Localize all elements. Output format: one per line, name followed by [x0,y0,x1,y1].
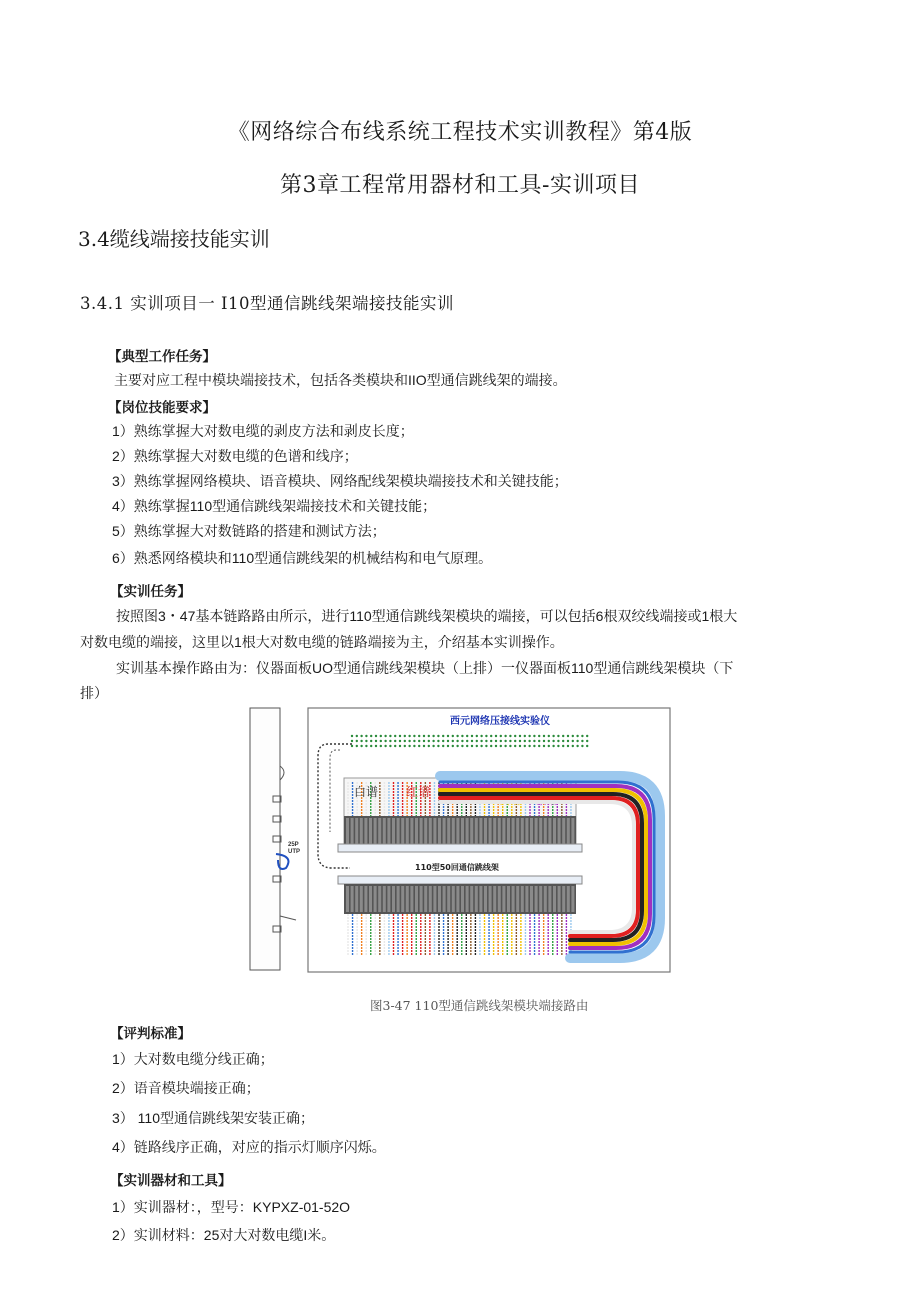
module-tooth [397,886,400,912]
indicator-dot [567,740,569,742]
indicator-dot [360,745,362,747]
training-task-p2-line2: 排） [80,685,108,701]
indicator-dot [528,735,530,737]
indicator-dot [572,735,574,737]
indicator-dot [461,745,463,747]
module-tooth [443,818,446,844]
indicator-dot [562,745,564,747]
indicator-dot [370,735,372,737]
training-task-label: 【实训任务】 [110,584,191,599]
indicator-dot [365,745,367,747]
module-tooth [415,818,418,844]
indicator-dot [567,745,569,747]
module-tooth [378,818,381,844]
indicator-dot [543,735,545,737]
color-label-purple: 紫谱 [536,795,558,807]
indicator-dot [394,740,396,742]
module-tooth [392,886,395,912]
indicator-dot [500,745,502,747]
module-tooth [378,886,381,912]
indicator-dot [389,740,391,742]
module-tooth [558,818,561,844]
wiring-route-figure [240,704,680,976]
module-tooth [351,886,354,912]
module-tooth [355,886,358,912]
equipment-item: 1）实训器材：，型号：KYPXZ-01-52O [112,1199,351,1215]
indicator-dot [432,745,434,747]
indicator-dot [514,745,516,747]
module-tooth [530,886,533,912]
indicator-dot [495,735,497,737]
indicator-dot [509,735,511,737]
indicator-dot [356,735,358,737]
indicator-dot [471,735,473,737]
module-tooth [516,818,519,844]
figure-caption: 图3-47 110型通信跳线架模块端接路由 [370,998,589,1013]
indicator-dot [437,740,439,742]
module-tooth [351,818,354,844]
indicator-dot [437,735,439,737]
module-tooth [401,818,404,844]
indicator-dot [442,745,444,747]
indicator-dot [380,740,382,742]
indicator-dot [394,745,396,747]
module-tooth [364,886,367,912]
indicator-dot [490,745,492,747]
indicator-dot [586,745,588,747]
indicator-dot [432,740,434,742]
indicator-dot [452,735,454,737]
module-tooth [530,818,533,844]
indicator-dot [476,735,478,737]
module-tooth [410,886,413,912]
module-tooth [429,818,432,844]
indicator-dot [557,740,559,742]
module-tooth [392,818,395,844]
indicator-dot [375,740,377,742]
indicator-dot [490,740,492,742]
module-tooth [535,886,538,912]
module-tooth [447,886,450,912]
section-title: 3.4缆线端接技能实训 [78,227,270,251]
indicator-dot [452,740,454,742]
module-tooth [539,818,542,844]
color-label-red: 红谱 [406,785,431,799]
module-tooth [456,818,459,844]
module-tooth [571,886,574,912]
indicator-dot [543,740,545,742]
module-tooth [447,818,450,844]
module-tooth [438,886,441,912]
indicator-dot [548,745,550,747]
module-tooth [521,818,524,844]
skill-item: 5）熟练掌握大对数链路的搭建和测试方法； [112,523,386,539]
indicator-dot [576,740,578,742]
module-tooth [452,886,455,912]
side-panel [250,708,280,970]
indicator-dot [514,735,516,737]
indicator-dot [384,740,386,742]
indicator-dot [360,740,362,742]
doc-title: 《网络综合布线系统工程技术实训教程》第4版 [227,120,693,145]
module-tooth [475,818,478,844]
module-tooth [562,818,565,844]
indicator-dot [461,735,463,737]
indicator-dot [375,735,377,737]
module-tooth [470,886,473,912]
indicator-dot [504,745,506,747]
criteria-item: 4）链路线序正确，对应的指示灯顺序闪烁。 [112,1139,386,1155]
module-tooth [479,818,482,844]
indicator-dot [480,735,482,737]
indicator-dot [576,745,578,747]
module-tooth [369,818,372,844]
equipment-item: 2）实训材料：25对大对数电缆I米。 [112,1227,336,1243]
module-tooth [461,886,464,912]
indicator-dot [471,740,473,742]
module-tooth [484,818,487,844]
module-tooth [548,818,551,844]
indicator-dot [581,745,583,747]
criteria-item: 3） 110型通信跳线架安装正确； [112,1110,314,1126]
training-task-p1-line2: 对数电缆的端接，这里以1根大对数电缆的链路端接为主，介绍基本实训操作。 [80,634,564,650]
indicator-dot [404,745,406,747]
module-tooth [507,886,510,912]
side-label-1: 25P [288,842,299,848]
typical-tasks-text: 主要对应工程中模块端接技术，包括各类模块和IIO型通信跳线架的端接。 [114,372,567,388]
module-tooth [498,818,501,844]
indicator-dot [519,735,521,737]
indicator-dot [418,735,420,737]
indicator-dot [413,740,415,742]
skill-item: 4）熟练掌握110型通信跳线架端接技术和关键技能； [112,498,437,514]
module-tooth [548,886,551,912]
indicator-dot [423,745,425,747]
indicator-dot [399,735,401,737]
indicator-dot [428,735,430,737]
module-tooth [364,818,367,844]
indicator-dot [509,745,511,747]
indicator-dot [538,735,540,737]
module-tooth [346,818,349,844]
indicator-dot [370,745,372,747]
module-tooth [424,818,427,844]
indicator-dot [504,735,506,737]
indicator-dot [466,745,468,747]
indicator-dot [524,735,526,737]
module-tooth [360,818,363,844]
indicator-dot [413,735,415,737]
indicator-dot [456,740,458,742]
skills-label: 【岗位技能要求】 [108,400,216,415]
indicator-dot [466,740,468,742]
indicator-dot [567,735,569,737]
indicator-dot [509,740,511,742]
indicator-dot [557,735,559,737]
module-tooth [502,886,505,912]
indicator-dot [351,735,353,737]
indicator-dot [365,735,367,737]
indicator-dot [408,745,410,747]
indicator-dot [418,745,420,747]
indicator-dot [581,735,583,737]
module-tooth [401,886,404,912]
typical-tasks-label: 【典型工作任务】 [108,349,216,364]
indicator-dot [562,740,564,742]
indicator-dot [480,745,482,747]
module-tooth [415,886,418,912]
indicator-dot [552,745,554,747]
indicator-dot [562,735,564,737]
color-label-white: 白谱 [354,785,379,799]
indicator-dot [408,735,410,737]
indicator-dot [533,745,535,747]
indicator-dot [456,745,458,747]
indicator-dot [528,740,530,742]
module-tooth [512,818,515,844]
indicator-dot [548,740,550,742]
indicator-dot [519,740,521,742]
module-tooth [424,886,427,912]
indicator-dot [476,745,478,747]
module-tooth [406,818,409,844]
module-tooth [507,818,510,844]
module-tooth [369,886,372,912]
indicator-dot [432,735,434,737]
module-tooth [493,818,496,844]
indicator-dot [447,740,449,742]
side-label-2: UTP [288,849,300,855]
indicator-dot [442,740,444,742]
module-tooth [429,886,432,912]
indicator-dot [404,735,406,737]
indicator-dot [428,745,430,747]
indicator-dot [394,735,396,737]
module-tooth [470,818,473,844]
module-tooth [355,818,358,844]
indicator-dot [500,740,502,742]
equipment-label: 【实训器材和工具】 [110,1173,232,1188]
module-tooth [502,818,505,844]
module-tooth [493,886,496,912]
indicator-dot [572,740,574,742]
indicator-dot [384,735,386,737]
indicator-dot [581,740,583,742]
module-tooth [397,818,400,844]
module-tooth [498,886,501,912]
indicator-dot [471,745,473,747]
skill-item: 2）熟练掌握大对数电缆的色谱和线序； [112,448,358,464]
module-tooth [512,886,515,912]
module-tooth [410,818,413,844]
indicator-dot [356,740,358,742]
indicator-dot [533,735,535,737]
indicator-dot [519,745,521,747]
device-title: 西元网络压接线实验仪 [450,716,550,727]
indicator-dot [495,745,497,747]
module-tooth [484,886,487,912]
training-task-p2-line1: 实训基本操作路由为：仪器面板UO型通信跳线架模块（上排）一仪器面板110型通信跳线架模块（下 [116,660,734,676]
indicator-dot [447,745,449,747]
subsection-title: 3.4.1 实训项目一 I10型通信跳线架端接技能实训 [80,294,454,313]
chapter-title: 第3章工程常用器材和工具-实训项目 [280,173,640,198]
module-tooth [466,886,469,912]
module-tooth [420,886,423,912]
indicator-dot [524,745,526,747]
module-tooth [553,886,556,912]
indicator-dot [543,745,545,747]
indicator-dot [552,740,554,742]
module-tooth [525,818,528,844]
indicator-dot [480,740,482,742]
module-tooth [553,818,556,844]
indicator-dot [572,745,574,747]
skill-item: 3）熟练掌握网络模块、语音模块、网络配线架模块端接技术和关键技能； [112,473,568,489]
indicator-dot [437,745,439,747]
indicator-dot [586,740,588,742]
indicator-dot [428,740,430,742]
indicator-dot [442,735,444,737]
module-tooth [489,818,492,844]
module-tooth [544,886,547,912]
indicator-dot [380,735,382,737]
indicator-dot [404,740,406,742]
indicator-dot [418,740,420,742]
module-tooth [516,886,519,912]
indicator-dot [399,745,401,747]
criteria-item: 2）语音模块端接正确； [112,1080,260,1096]
indicator-dot [356,745,358,747]
module-tooth [433,818,436,844]
module-tooth [567,886,570,912]
module-tooth [475,886,478,912]
indicator-dot [485,735,487,737]
indicator-dot [495,740,497,742]
module-tooth [456,886,459,912]
training-task-p1-line1: 按照图3・47基本链路路由所示，进行110型通信跳线架模块的端接，可以包括6根双绞线端接或1根大 [116,608,738,624]
indicator-dot [413,745,415,747]
indicator-dot [384,745,386,747]
upper-rail [338,844,582,852]
frame-label: 110型50回通信跳线架 [415,863,499,872]
criteria-item: 1）大对数电缆分线正确； [112,1051,274,1067]
indicator-dot [389,745,391,747]
indicator-dot [447,735,449,737]
module-tooth [452,818,455,844]
color-label-black: 黑谱 [453,789,478,803]
module-tooth [383,886,386,912]
module-tooth [562,886,565,912]
skill-item: 6）熟悉网络模块和110型通信跳线架的机械结构和电气原理。 [112,550,493,566]
module-tooth [571,818,574,844]
indicator-dot [500,735,502,737]
module-tooth [374,818,377,844]
indicator-dot [408,740,410,742]
indicator-dot [485,740,487,742]
module-tooth [567,818,570,844]
module-tooth [544,818,547,844]
module-tooth [489,886,492,912]
indicator-dot [533,740,535,742]
indicator-dot [557,745,559,747]
indicator-dot [351,740,353,742]
module-tooth [433,886,436,912]
indicator-dot [389,735,391,737]
indicator-dot [375,745,377,747]
module-tooth [479,886,482,912]
indicator-dot [504,740,506,742]
color-label-yellow: 黄谱 [499,795,521,807]
module-tooth [387,818,390,844]
module-tooth [466,818,469,844]
module-tooth [525,886,528,912]
indicator-dot [552,735,554,737]
indicator-dot [365,740,367,742]
criteria-label: 【评判标准】 [110,1026,191,1041]
indicator-dot [461,740,463,742]
indicator-dot [351,745,353,747]
skill-item: 1）熟练掌握大对数电缆的剥皮方法和剥皮长度； [112,423,414,439]
module-tooth [346,886,349,912]
indicator-dot [586,735,588,737]
module-tooth [383,818,386,844]
module-tooth [360,886,363,912]
module-tooth [443,886,446,912]
indicator-dot [548,735,550,737]
lower-rail [338,876,582,884]
module-tooth [374,886,377,912]
indicator-dot [466,735,468,737]
module-tooth [535,818,538,844]
indicator-dot [456,735,458,737]
module-tooth [539,886,542,912]
indicator-dot [528,745,530,747]
indicator-dot [576,735,578,737]
indicator-dot [360,735,362,737]
indicator-dot [485,745,487,747]
indicator-dot [538,740,540,742]
indicator-dot [380,745,382,747]
indicator-dot [514,740,516,742]
indicator-dot [490,735,492,737]
indicator-dot [452,745,454,747]
module-tooth [387,886,390,912]
indicator-dot [476,740,478,742]
module-tooth [558,886,561,912]
module-tooth [420,818,423,844]
module-tooth [406,886,409,912]
indicator-dot [524,740,526,742]
indicator-dot [538,745,540,747]
indicator-dot [423,735,425,737]
indicator-dot [423,740,425,742]
indicator-dot [399,740,401,742]
module-tooth [438,818,441,844]
module-tooth [461,818,464,844]
module-tooth [521,886,524,912]
indicator-dot [370,740,372,742]
